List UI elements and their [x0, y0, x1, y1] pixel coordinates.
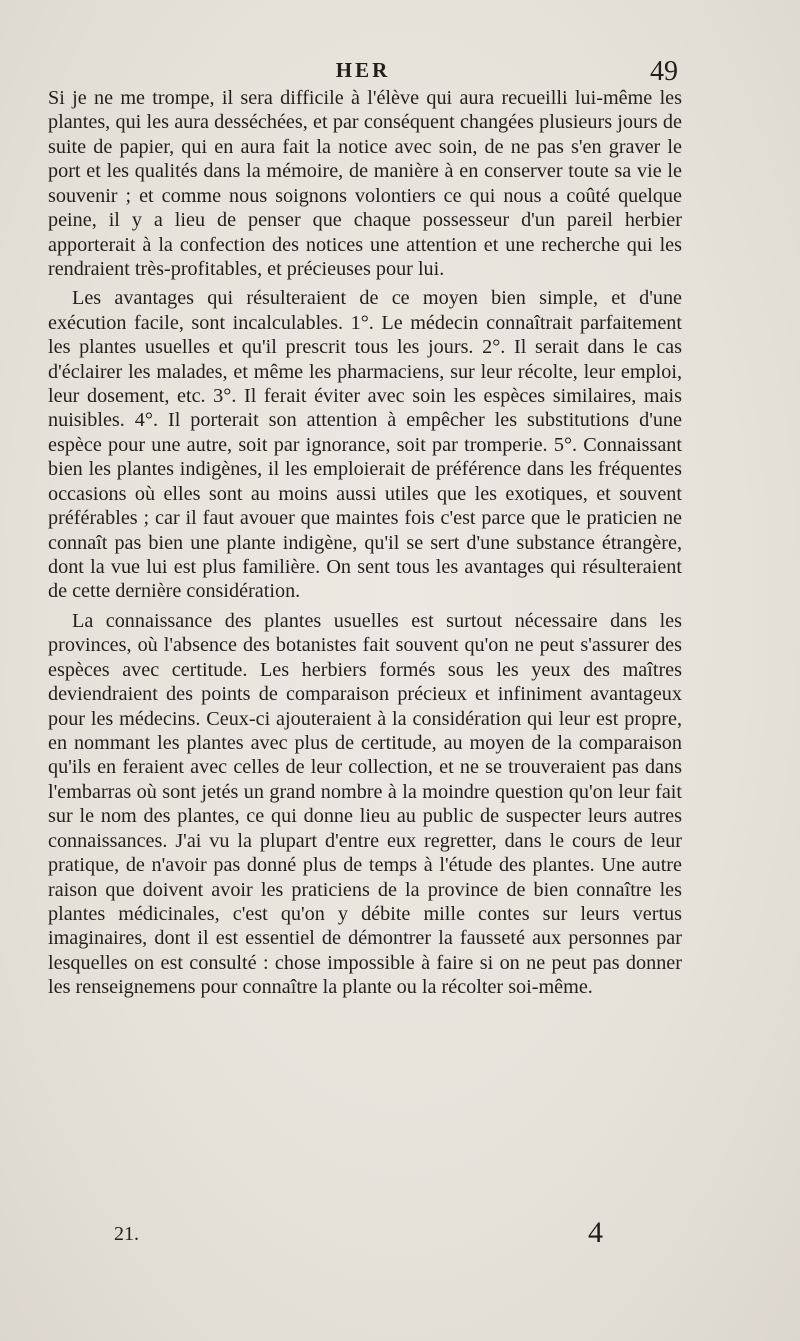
- body-text: [48, 86, 682, 1000]
- paragraph-3: La connaissance des plantes usuelles est surtout nécessaire dans les provinces, où l'absence des botanistes fait souvent qu'on ne peut s'assurer des espèces avec certitude. Les herbiers formés sous les yeux des maîtres deviendraient des points de comparaison précieux et infiniment avantageux pour les médecins. Ceux-ci ajouteraient à la considération qui leur est propre, en nommant les plantes avec plus de certitude, au moyen de la comparaison qu'ils en feraient avec celles de leur collection, et ne se trouveraient pas dans l'embarras où sont jetés un grand nombre à la moindre question qu'on leur fait sur le nom des plantes, ce qui donne lieu au public de suspecter leurs autres connaissances. J'ai vu la plupart d'entre eux regretter, dans le cours de leur pratique, de n'avoir pas donné plus de temps à l'étude des plantes. Une autre raison que doivent avoir les praticiens de la province de bien connaître les plantes médicinales, c'est qu'on y débite mille contes sur leurs vertus imaginaires, dont il est essentiel de démontrer la fausseté aux personnes par lesquelles on est consulté : chose impossible à faire si on ne peut pas donner les renseignemens pour connaître la plante ou la récolter soi-même.: [48, 609, 682, 999]
- signature-number: 21.: [114, 1223, 139, 1245]
- page-number: 49: [650, 56, 678, 87]
- signature-mark: 4: [588, 1216, 603, 1249]
- page-footer: [114, 1218, 614, 1258]
- paragraph-2: Les avantages qui résulteraient de ce moyen bien simple, et d'une exécution facile, sont incalculables. 1°. Le médecin connaîtrait parfaitement les plantes usuelles et qu'il prescrit tous les jours. 2°. Il serait dans le cas d'éclairer les malades, et même les pharmaciens, sur leur récolte, leur emploi, leur dosement, etc. 3°. Il ferait éviter avec soin les espèces similaires, mais nuisibles. 4°. Il porterait son attention à empêcher les substitutions d'une espèce pour une autre, soit par ignorance, soit par tromperie. 5°. Connaissant bien les plantes indigènes, il les emploierait de préférence dans les fréquentes occasions où elles sont au moins aussi utiles que les exotiques, et souvent préférables ; car il faut avouer que maintes fois c'est parce que le praticien ne connaît pas bien une plante indigène, qu'il se sert d'une substance étrangère, dont la vue lui est plus familière. On sent tous les avantages qui résulteraient de cette dernière considération.: [48, 287, 682, 603]
- running-head: HER: [335, 58, 391, 82]
- paragraph-1: Si je ne me trompe, il sera difficile à l'élève qui aura recueilli lui-même les plantes, qui les aura desséchées, et par conséquent changées plusieurs jours de suite de papier, qui en aura fait la notice avec soin, de ne pas s'en graver le port et les qualités dans la mémoire, de manière à en conserver toute sa vie le souvenir ; et comme nous soignons volontiers ce qui nous a coûté quelque peine, il y a lieu de penser que chaque possesseur d'un pareil herbier apporterait à la confection des notices une attention et une recherche qui les rendraient très-profitables, et précieuses pour lui.: [48, 87, 682, 280]
